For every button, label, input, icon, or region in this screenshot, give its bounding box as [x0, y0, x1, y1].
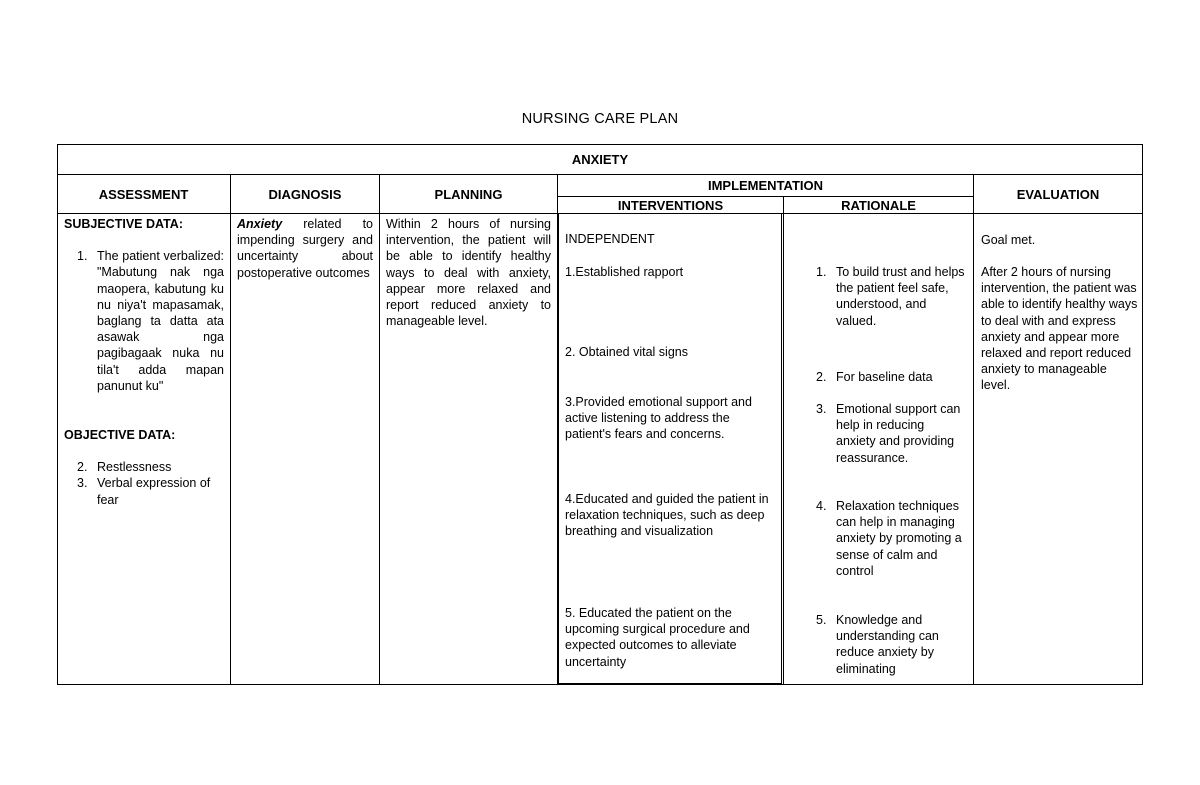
rationale-num: 1.: [816, 265, 827, 279]
rationale-item-1: [816, 264, 966, 329]
rationale-text: To build trust and helps the patient feel safe, understood, and valued.: [836, 265, 965, 328]
rationale-num: 2.: [816, 370, 827, 384]
header-assessment: ASSESSMENT: [98, 187, 189, 202]
table-top-border: [57, 144, 1143, 145]
rationale-num: 4.: [816, 499, 827, 513]
objective-item-num: 2.: [77, 460, 88, 475]
rationale-item-5: [816, 612, 966, 677]
rationale-item-2: [816, 369, 966, 385]
col-divider-5: [973, 174, 974, 685]
subjective-list: [77, 248, 224, 394]
rationale-text: For baseline data: [836, 370, 933, 384]
problem-row-divider: [57, 174, 1143, 175]
rationale-item-4: [816, 498, 966, 579]
col-divider-4: [783, 196, 784, 685]
diagnosis-cell: [237, 216, 373, 281]
objective-label: OBJECTIVE DATA:: [64, 428, 176, 443]
assessment-cell: [64, 216, 224, 508]
col-divider-2: [379, 174, 380, 685]
rationale-text: Knowledge and understanding can reduce anxiety by eliminating: [836, 613, 939, 676]
planning-cell: Within 2 hours of nursing intervention, the patient will be able to identify healthy ways to deal with anxiety, appear more relaxed and report reduced anxiety to manageable level.: [386, 217, 551, 329]
page-title: NURSING CARE PLAN: [521, 111, 679, 127]
objective-item: [77, 459, 224, 475]
diagnosis-keyword: Anxiety: [237, 217, 283, 231]
objective-item-text: Restlessness: [97, 460, 172, 475]
evaluation-status: Goal met.: [981, 233, 1036, 247]
subjective-item: [77, 248, 224, 394]
header-interventions: INTERVENTIONS: [617, 198, 724, 213]
rationale-item-3: [816, 401, 966, 466]
rationale-num: 3.: [816, 402, 827, 416]
header-rationale: RATIONALE: [841, 198, 916, 213]
subjective-item-text: The patient verbalized: "Mabutung nak nga maopera, kabutung ku nu niya't mapasamak, baglang ta datta ata asawak nga pagibagaak nuka nu tila't adda mapan panunut ku": [97, 249, 224, 393]
intervention-item-4: 4.Educated and guided the patient in relaxation techniques, such as deep breathing and visualization: [565, 492, 769, 539]
problem-label: ANXIETY: [571, 152, 629, 167]
objective-item-text: Verbal expression of fear: [97, 476, 211, 507]
table-left-border: [57, 144, 58, 685]
rationale-num: 5.: [816, 613, 827, 627]
objective-item: [77, 475, 224, 507]
header-diagnosis: DIAGNOSIS: [268, 187, 342, 202]
subjective-item-num: 1.: [77, 249, 88, 264]
table-bottom-border: [57, 684, 1143, 685]
diagnosis-text: related to impending surgery and uncertainty about postoperative outcomes: [237, 217, 373, 280]
header-implementation: IMPLEMENTATION: [707, 178, 824, 193]
interventions-category: INDEPENDENT: [565, 232, 655, 246]
objective-item-num: 3.: [77, 476, 88, 491]
intervention-item-2: 2. Obtained vital signs: [565, 345, 688, 359]
table-right-border: [1142, 144, 1143, 685]
intervention-item-1: 1.Established rapport: [565, 265, 684, 279]
header-planning: PLANNING: [434, 187, 503, 202]
implementation-divider: [557, 196, 974, 197]
subjective-label: SUBJECTIVE DATA:: [64, 217, 183, 231]
objective-list: [77, 459, 224, 508]
header-evaluation: EVALUATION: [1016, 187, 1100, 202]
intervention-item-3: 3.Provided emotional support and active listening to address the patient's fears and concerns.: [565, 395, 752, 442]
col-divider-1: [230, 174, 231, 685]
rationale-text: Relaxation techniques can help in managing anxiety by promoting a sense of calm and control: [836, 499, 962, 578]
intervention-item-5: 5. Educated the patient on the upcoming surgical procedure and expected outcomes to alleviate uncertainty: [565, 606, 750, 669]
evaluation-text: After 2 hours of nursing intervention, the patient was able to identify healthy ways to deal with and express anxiety and appear more relaxed and report reduced anxiety to manageable level.: [981, 265, 1138, 393]
rationale-text: Emotional support can help in reducing anxiety and providing reassurance.: [836, 402, 961, 465]
